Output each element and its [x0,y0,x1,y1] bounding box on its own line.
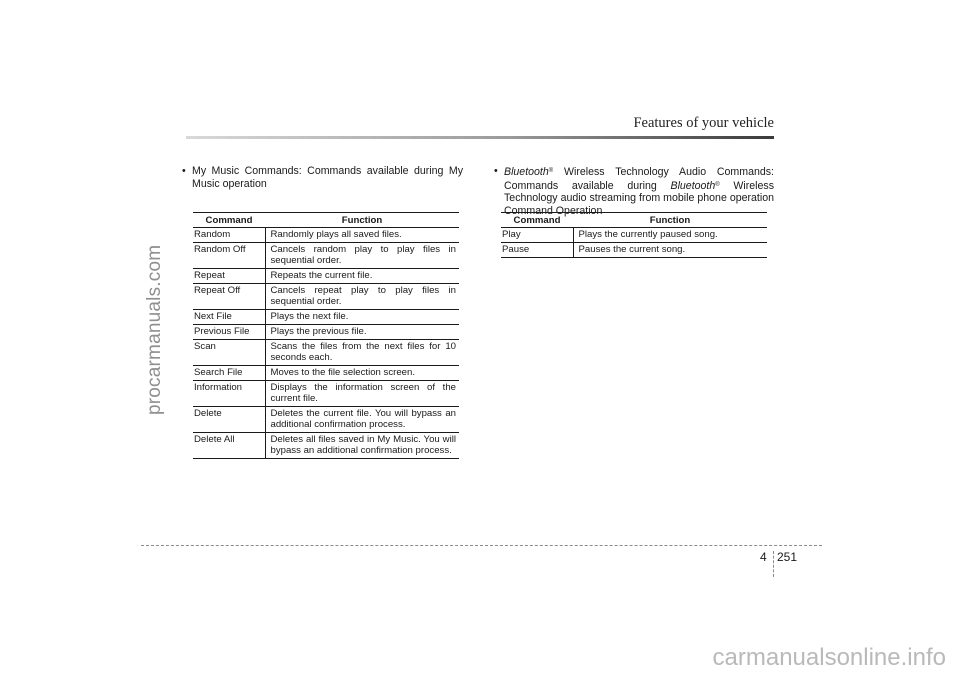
function-cell: Pauses the current song. [573,243,767,258]
column-header-function: Function [265,213,459,228]
bullet-icon: • [494,165,498,177]
table-row [193,433,459,459]
bullet-icon: • [182,165,186,177]
side-watermark: procarmanuals.com [144,244,165,415]
bottom-watermark: carmanualsonline.info [712,644,946,671]
column-header-command: Command [193,213,265,228]
command-cell: Random Off [193,243,265,269]
function-cell: Repeats the current file. [265,269,459,284]
function-cell: Deletes all files saved in My Music. You will bypass an additional confirmation process. [265,433,459,459]
footer-rule [141,545,822,546]
bluetooth-intro-part1: Wireless Technology Audio Commands: Commands available during [504,166,774,192]
table-row [193,340,459,366]
function-cell: Randomly plays all saved files. [265,228,459,243]
command-cell: Search File [193,366,265,381]
column-header-command: Command [501,213,573,228]
command-cell: Information [193,381,265,407]
bluetooth-audio-commands-table [501,212,767,258]
chapter-number: 4 [760,550,767,564]
my-music-intro-text: My Music Commands: Commands available during My Music operation [192,165,463,190]
footer-divider [773,551,774,577]
function-cell: Deletes the current file. You will bypass an additional confirmation process. [265,407,459,433]
table-row [193,366,459,381]
table-row [193,381,459,407]
column-header-function: Function [573,213,767,228]
command-cell: Previous File [193,325,265,340]
table-row [193,284,459,310]
bluetooth-intro-part2: Wireless Technology audio streaming from mobile phone operation Command Operation [504,179,774,217]
registered-mark: ® [548,168,554,174]
bluetooth-brand-text: Bluetooth [670,179,716,192]
page-header-title: Features of your vehicle [633,115,774,131]
table-row [193,407,459,433]
bluetooth-audio-intro [494,165,774,217]
function-cell: Cancels repeat play to play files in sequential order. [265,284,459,310]
command-cell: Delete All [193,433,265,459]
table-row [501,243,767,258]
my-music-commands-table [193,212,459,459]
table-row [193,243,459,269]
function-cell: Plays the next file. [265,310,459,325]
function-cell: Plays the currently paused song. [573,228,767,243]
command-cell: Next File [193,310,265,325]
table-row [193,269,459,284]
bluetooth-brand-text: Bluetooth [504,166,549,178]
page-number: 251 [777,550,798,564]
table-row [193,325,459,340]
table-header-row [193,213,459,228]
table-row [501,228,767,243]
command-cell: Scan [193,340,265,366]
command-cell: Random [193,228,265,243]
table-row [193,310,459,325]
function-cell: Displays the information screen of the current file. [265,381,459,407]
registered-mark: ® [715,181,720,188]
command-cell: Repeat Off [193,284,265,310]
function-cell: Plays the previous file. [265,325,459,340]
table-header-row [501,213,767,228]
function-cell: Scans the files from the next files for 10 seconds each. [265,340,459,366]
table-row [193,228,459,243]
command-cell: Repeat [193,269,265,284]
command-cell: Pause [501,243,573,258]
header-rule [186,136,774,139]
function-cell: Cancels random play to play files in sequential order. [265,243,459,269]
command-cell: Play [501,228,573,243]
function-cell: Moves to the file selection screen. [265,366,459,381]
my-music-intro [182,165,463,190]
command-cell: Delete [193,407,265,433]
